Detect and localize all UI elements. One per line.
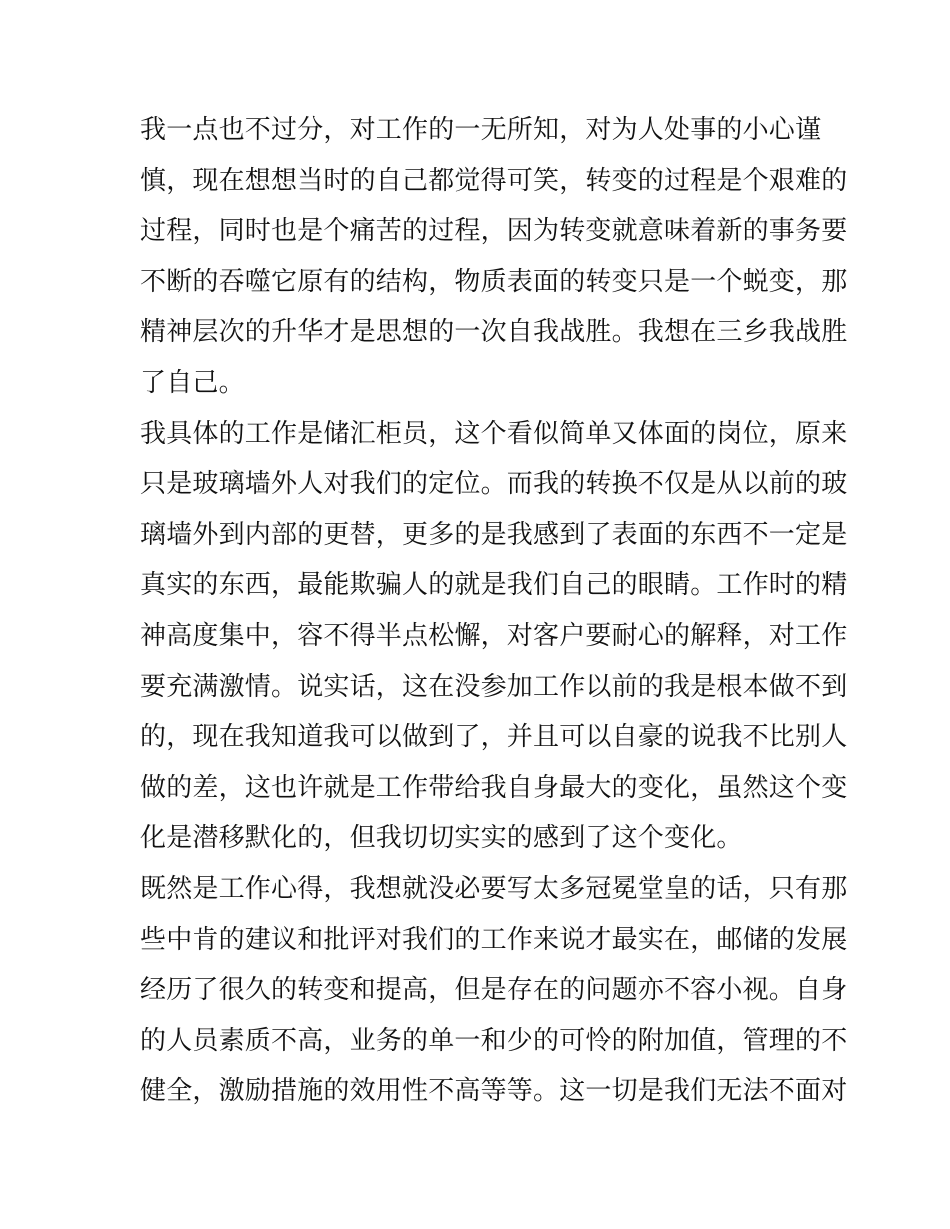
text-line: 既然是工作心得，我想就没必要写太多冠冕堂皇的话，只有那 [140, 873, 848, 904]
text-line: 真实的东西，最能欺骗人的就是我们自己的眼睛。工作时的精 [140, 570, 848, 601]
text-line: 了自己。 [140, 367, 245, 398]
text-line: 做的差，这也许就是工作带给我自身最大的变化，虽然这个变 [140, 772, 848, 803]
text-line: 只是玻璃墙外人对我们的定位。而我的转换不仅是从以前的玻 [140, 469, 848, 500]
text-line: 精神层次的升华才是思想的一次自我战胜。我想在三乡我战胜 [140, 317, 848, 348]
text-line: 我一点也不过分，对工作的一无所知，对为人处事的小心谨 [140, 115, 822, 145]
text-line: 不断的吞噬它原有的结构，物质表面的转变只是一个蜕变，那 [140, 266, 848, 297]
text-line: 的人员素质不高，业务的单一和少的可怜的附加值，管理的不 [140, 1025, 848, 1056]
text-line: 要充满激情。说实话，这在没参加工作以前的我是根本做不到 [140, 671, 848, 702]
text-line: 些中肯的建议和批评对我们的工作来说才最实在，邮储的发展 [140, 924, 848, 955]
text-line: 神高度集中，容不得半点松懈，对客户要耐心的解释，对工作 [140, 620, 848, 651]
text-line: 健全，激励措施的效用性不高等等。这一切是我们无法不面对 [140, 1076, 848, 1107]
body-text [140, 105, 848, 1117]
text-line: 慎，现在想想当时的自己都觉得可笑，转变的过程是个艰难的 [140, 165, 848, 196]
text-line: 化是潜移默化的，但我切切实实的感到了这个变化。 [140, 823, 743, 854]
text-line: 的，现在我知道我可以做到了，并且可以自豪的说我不比别人 [140, 722, 848, 753]
text-line: 经历了很久的转变和提高，但是存在的问题亦不容小视。自身 [140, 975, 848, 1006]
text-line: 璃墙外到内部的更替，更多的是我感到了表面的东西不一定是 [140, 519, 848, 550]
text-line: 我具体的工作是储汇柜员，这个看似简单又体面的岗位，原来 [140, 418, 848, 449]
text-line: 过程，同时也是个痛苦的过程，因为转变就意味着新的事务要 [140, 216, 848, 247]
